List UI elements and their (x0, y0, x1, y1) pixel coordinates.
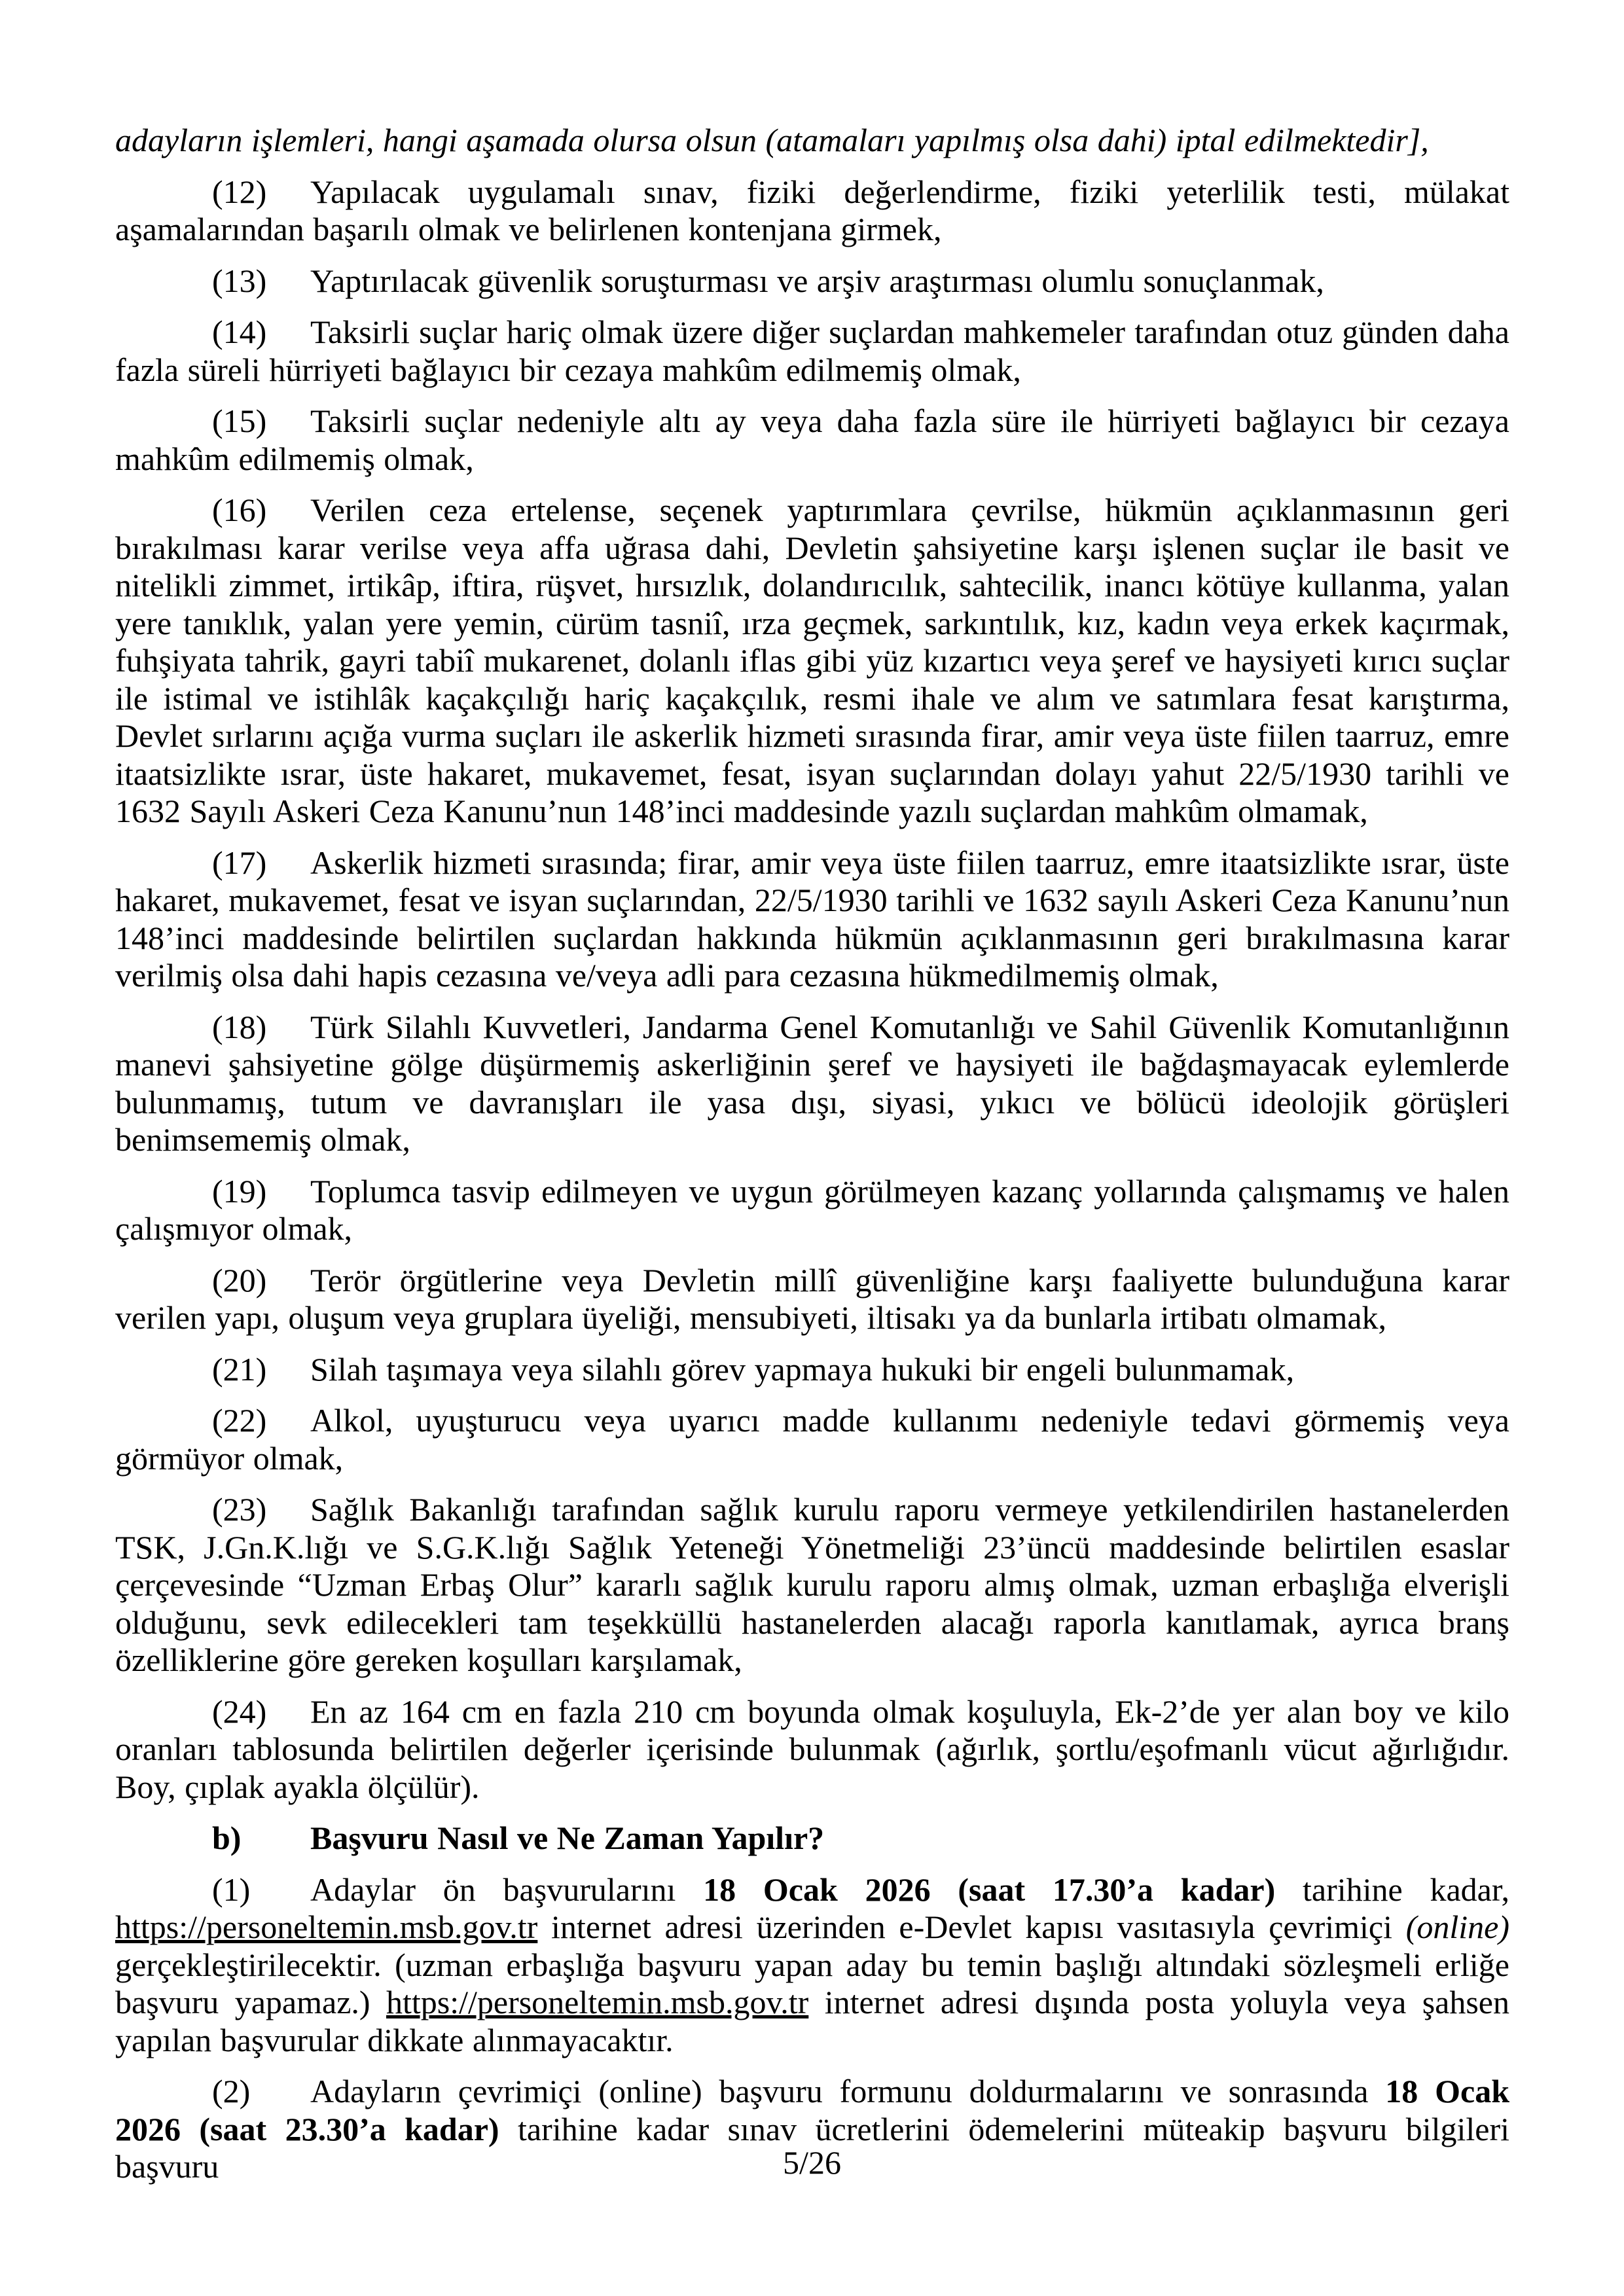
item-number: (1) (212, 1871, 251, 1908)
heading-title: Başvuru Nasıl ve Ne Zaman Yapılır? (310, 1820, 825, 1856)
list-item-20 (115, 1262, 1509, 1337)
list-item-24 (115, 1693, 1509, 1806)
list-item-18 (115, 1009, 1509, 1159)
text-run: Adaylar ön başvurularını (310, 1871, 704, 1908)
personeltemin-url-link[interactable]: https://personeltemin.msb.gov.tr (386, 1984, 809, 2020)
text-run: internet adresi üzerinden e-Devlet kapısı vasıtasıyla çevrimiçi (537, 1909, 1406, 1945)
text-run: Taksirli suçlar nedeniyle altı ay veya daha fazla süre ile hürriyeti bağlayıcı bir cezaya mahkûm edilmemiş olmak, (115, 403, 1509, 477)
deadline-bold-text: 18 Ocak 2026 (saat 17.30’a kadar) (703, 1871, 1276, 1908)
list-item-12 (115, 173, 1509, 249)
text-run: Alkol, uyuşturucu veya uyarıcı madde kullanımı nedeniyle tedavi görmemiş veya görmüyor olmak, (115, 1402, 1509, 1477)
list-item-21 (115, 1351, 1509, 1389)
list-item-19 (115, 1173, 1509, 1248)
text-run: Yaptırılacak güvenlik soruşturması ve arşiv araştırması olumlu sonuçlanmak, (310, 262, 1324, 299)
text-run: Sağlık Bakanlığı tarafından sağlık kurulu raporu vermeye yetkilendirilen hastanelerden TSK, J.Gn.K.lığı ve S.G.K.lığı Sağlık Yeteneği Yönetmeliği 23’üncü maddesinde belirtilen esaslar çerçevesinde “Uzman Erbaş Olur” kararlı sağlık kurulu raporu almış olmak, uzman erbaşlığa elverişli olduğunu, sevk edilecekleri tam teşekküllü hastanelerden alacağı raporla kanıtlamak, ayrıca branş özelliklerine göre gereken koşulları karşılamak, (115, 1491, 1509, 1678)
page-number: 5/26 (783, 2144, 841, 2181)
text-run: tarihine kadar sınav ücretlerini ödemelerini müteakip başvuru bilgileri başvuru (115, 2110, 1509, 2185)
list-item-15 (115, 403, 1509, 478)
text-run: Taksirli suçlar hariç olmak üzere diğer suçlardan mahkemeler tarafından otuz günden daha fazla süreli hürriyeti bağlayıcı bir cezaya mahkûm edilmemiş olmak, (115, 314, 1509, 388)
text-run: Silah taşımaya veya silahlı görev yapmaya hukuki bir engeli bulunmamak, (310, 1350, 1295, 1388)
text-run: Terör örgütlerine veya Devletin millî güvenliğine karşı faaliyette bulunduğuna karar verilen yapı, oluşum veya gruplara üyeliği, mensubiyeti, iltisakı ya da bunlarla irtibatı olmamak, (115, 1261, 1509, 1336)
item-number: (18) (212, 1008, 267, 1045)
text-run: Toplumca tasvip edilmeyen ve uygun görülmeyen kazanç yollarında çalışmamış ve halen çalışmıyor olmak, (115, 1172, 1509, 1247)
item-number: (15) (212, 403, 267, 439)
item-number: (2) (212, 2073, 251, 2109)
text-run: internet adresi dışında posta yoluyla veya şahsen yapılan başvurular dikkate alınmayacaktır. (115, 1984, 1509, 2058)
personeltemin-url-link[interactable]: https://personeltemin.msb.gov.tr (115, 1909, 538, 1945)
text-run: Yapılacak uygulamalı sınav, fiziki değerlendirme, fiziki yeterlilik testi, mülakat aşamalarından başarılı olmak ve belirlenen kontenjana girmek, (115, 173, 1509, 247)
text-run: gerçekleştirilecektir. (uzman erbaşlığa başvuru yapan aday bu temin başlığı altındaki sözleşmeli erliğe başvuru yapamaz.) (115, 1946, 1509, 2020)
item-number: (12) (212, 173, 267, 210)
item-number: (21) (212, 1350, 267, 1388)
item-number: (16) (212, 492, 267, 528)
item-number: (13) (212, 262, 267, 299)
list-item-13 (115, 262, 1509, 300)
text-run: En az 164 cm en fazla 210 cm boyunda olmak koşuluyla, Ek-2’de yer alan boy ve kilo oranları tablosunda belirtilen değerler içerisinde bulunmak (ağırlık, şortlu/eşofmanlı vücut ağırlığıdır. Boy, çıplak ayakla ölçülür). (115, 1693, 1509, 1805)
paragraph-continuation (115, 122, 1509, 160)
text-run: adayların işlemleri, hangi aşamada olursa olsun (atamaları yapılmış olsa dahi) iptal edilmektedir], (115, 122, 1429, 158)
list-item-16 (115, 492, 1509, 831)
list-item-23 (115, 1491, 1509, 1679)
item-number: (23) (212, 1491, 267, 1528)
item-number: (14) (212, 314, 267, 350)
document-body (115, 122, 1509, 2200)
text-run: Türk Silahlı Kuvvetleri, Jandarma Genel Komutanlığı ve Sahil Güvenlik Komutanlığının manevi şahsiyetine gölge düşürmemiş askerliğinin şeref ve haysiyeti ile bağdaşmayacak eylemlerde bulunmamış, tutum ve davranışları ile yasa dışı, siyasi, yıkıcı ve bölücü ideolojik görüşleri benimsememiş olmak, (115, 1008, 1509, 1158)
list-item-17 (115, 844, 1509, 995)
item-number: (17) (212, 844, 267, 881)
text-run: tarihine kadar, (1275, 1871, 1510, 1908)
heading-letter: b) (212, 1820, 242, 1856)
list-item-14 (115, 314, 1509, 389)
text-run: Verilen ceza ertelense, seçenek yaptırımlara çevrilse, hükmün açıklanmasının geri bırakılması karar verilse veya affa uğrasa dahi, Devletin şahsiyetine karşı işlenen suçlar ile basit ve nitelikli zimmet, irtikâp, iftira, rüşvet, hırsızlık, dolandırıcılık, sahtecilik, inancı kötüye kullanma, yalan yere tanıklık, yalan yere yemin, cürüm tasniî, ırza geçmek, sarkıntılık, kız, kadın veya erkek kaçırmak, fuhşiyata tahrik, gayri tabiî mukarenet, dolanlı iflas gibi yüz kızartıcı veya şeref ve haysiyeti kırıcı suçlar ile istimal ve istihlâk kaçakçılığı hariç kaçakçılık, resmi ihale ve alım ve satımlara fesat karıştırma, Devlet sırlarını açığa vurma suçları ile askerlik hizmeti sırasında firar, amir veya üste fiilen taarruz, emre itaatsizlikte ısrar, üste hakaret, mukavemet, fesat, isyan suçlarından dolayı yahut 22/5/1930 tarihli ve 1632 Sayılı Askeri Ceza Kanunu’nun 148’inci maddesinde yazılı suçlardan mahkûm olmamak, (115, 492, 1509, 829)
section-heading-b (115, 1820, 1509, 1857)
item-number: (24) (212, 1693, 267, 1730)
item-number: (22) (212, 1402, 267, 1439)
online-italic-text: (online) (1405, 1909, 1509, 1945)
text-run: Adayların çevrimiçi (online) başvuru formunu doldurmalarını ve sonrasında (310, 2073, 1386, 2109)
deadline-bold-text: 18 Ocak 2026 (saat 23.30’a kadar) (115, 2073, 1509, 2147)
item-number: (19) (212, 1172, 267, 1210)
item-number: (20) (212, 1261, 267, 1299)
list-item-b1 (115, 1871, 1509, 2060)
list-item-22 (115, 1402, 1509, 1477)
text-run: Askerlik hizmeti sırasında; firar, amir veya üste fiilen taarruz, emre itaatsizlikte ısrar, üste hakaret, mukavemet, fesat ve isyan suçlarından, 22/5/1930 tarihli ve 1632 sayılı Askeri Ceza Kanunu’nun 148’inci maddesinde belirtilen suçlardan hakkında hükmün açıklanmasının geri bırakılmasına karar verilmiş olsa dahi hapis cezasına ve/veya adli para cezasına hükmedilmemiş olmak, (115, 844, 1509, 994)
